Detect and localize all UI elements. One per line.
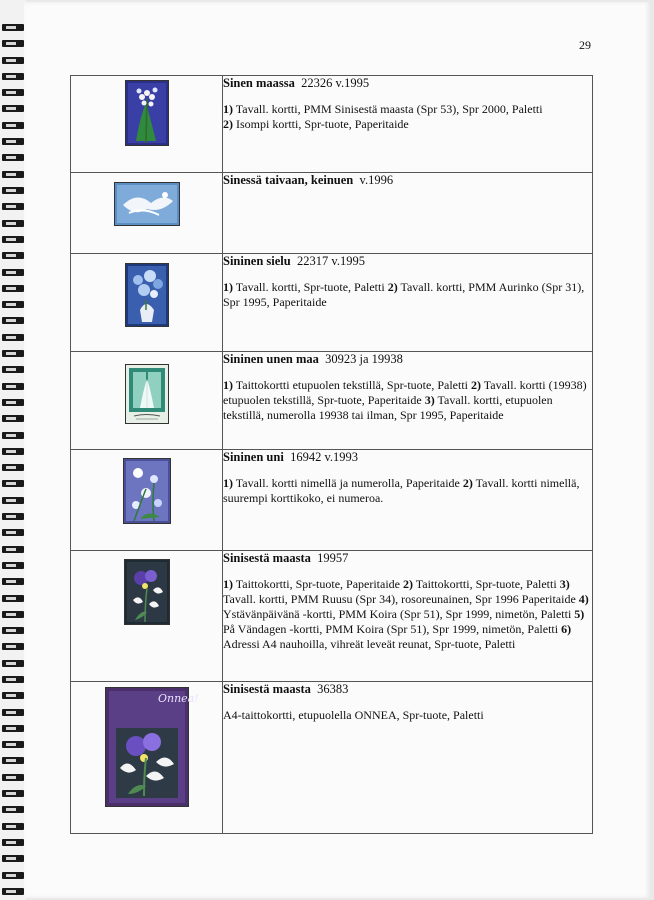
page-number: 29 <box>579 38 591 52</box>
binding-ring <box>2 285 24 292</box>
entry-meta: 22326 v.1995 <box>301 76 370 90</box>
entry-text-cell <box>223 76 593 173</box>
entry-meta: 19957 <box>317 551 349 565</box>
binding-ring <box>2 660 24 667</box>
binding-ring <box>2 757 24 764</box>
binding-ring <box>2 741 24 748</box>
binding-ring <box>2 497 24 504</box>
entry-description: A4-taittokortti, etupuolella ONNEA, Spr-tuote, Paletti <box>223 708 484 722</box>
entry-description: 1) Tavall. kortti nimellä ja numerolla, Paperitaide 2) Tavall. kortti nimellä, suurempi korttikoko, ei numeroa. <box>223 476 580 505</box>
binding-ring <box>2 89 24 96</box>
card-thumbnail-doves <box>114 182 180 226</box>
card-thumbnail-onnea <box>105 687 189 807</box>
card-image-cell <box>71 76 223 173</box>
binding-ring <box>2 24 24 31</box>
entry-title: Sininen unen maa <box>223 352 319 366</box>
binding-ring <box>2 790 24 797</box>
binding-ring <box>2 154 24 161</box>
card-thumbnail-window <box>125 364 169 424</box>
entry-text-cell <box>223 173 593 254</box>
table-row <box>71 76 593 173</box>
card-image-cell <box>71 551 223 682</box>
binding-ring <box>2 595 24 602</box>
binding-ring <box>2 187 24 194</box>
card-greeting-text: Onnea! <box>158 692 199 705</box>
entry-text-cell <box>223 450 593 551</box>
entry-description: 1) Tavall. kortti, Spr-tuote, Paletti 2) Tavall. kortti, PMM Aurinko (Spr 31), Spr 1995, Paperitaide <box>223 280 585 309</box>
entry-text-cell <box>223 352 593 450</box>
binding-ring <box>2 676 24 683</box>
spiral-binding <box>0 0 26 900</box>
binding-ring <box>2 350 24 357</box>
binding-ring <box>2 529 24 536</box>
card-thumbnail-violets <box>124 559 170 625</box>
binding-ring <box>2 725 24 732</box>
entry-meta: 30923 ja 19938 <box>325 352 403 366</box>
binding-ring <box>2 40 24 47</box>
binding-ring <box>2 513 24 520</box>
binding-ring <box>2 220 24 227</box>
entry-meta: 36383 <box>317 682 349 696</box>
entry-text-cell <box>223 682 593 834</box>
binding-ring <box>2 806 24 813</box>
card-thumbnail-flowers <box>123 458 171 524</box>
entry-description: 1) Taittokortti etupuolen tekstillä, Spr-tuote, Paletti 2) Tavall. kortti (19938) etupuolen tekstillä, Spr-tuote, Paperitaide 3) Tavall. kortti, etupuolen tekstillä, numerolla 19938 tai ilman, Spr 1995, Paperitaide <box>223 378 587 422</box>
binding-ring <box>2 317 24 324</box>
binding-ring <box>2 546 24 553</box>
binding-ring <box>2 432 24 439</box>
binding-ring <box>2 839 24 846</box>
binding-ring <box>2 872 24 879</box>
binding-ring <box>2 855 24 862</box>
binding-ring <box>2 203 24 210</box>
table-row <box>71 173 593 254</box>
binding-ring <box>2 611 24 618</box>
binding-ring <box>2 57 24 64</box>
binding-ring <box>2 480 24 487</box>
entry-title: Sininen sielu <box>223 254 291 268</box>
entry-meta: 16942 v.1993 <box>290 450 359 464</box>
binding-ring <box>2 252 24 259</box>
binding-ring <box>2 643 24 650</box>
binding-ring <box>2 301 24 308</box>
entry-meta: v.1996 <box>359 173 394 187</box>
table-row <box>71 682 593 834</box>
binding-ring <box>2 334 24 341</box>
entry-description: 1) Taittokortti, Spr-tuote, Paperitaide 2) Taittokortti, Spr-tuote, Paletti 3) Tavall. kortti, PMM Ruusu (Spr 34), rosoreunainen, Spr 1996 Paperitaide 4) Ystävänpäivänä -kortti, PMM Koira (Spr 51), Spr 1999, nimetön, Paletti 5) På Vändagen -kortti, PMM Koira (Spr 51), Spr 1999, nimetön, Paletti 6) Adressi A4 nauhoilla, vihreät leveät reunat, Spr-tuote, Paletti <box>223 577 589 651</box>
binding-ring <box>2 692 24 699</box>
binding-ring <box>2 171 24 178</box>
entry-text-cell <box>223 254 593 352</box>
entry-meta: 22317 v.1995 <box>297 254 365 268</box>
binding-ring <box>2 236 24 243</box>
binding-ring <box>2 415 24 422</box>
entry-description: 1) Tavall. kortti, PMM Sinisestä maasta (Spr 53), Spr 2000, Paletti 2) Isompi kortti, Spr-tuote, Paperitaide <box>223 102 543 131</box>
table-row <box>71 254 593 352</box>
binding-ring <box>2 269 24 276</box>
table-row <box>71 450 593 551</box>
binding-ring <box>2 366 24 373</box>
entry-title: Sinen maassa <box>223 76 295 90</box>
card-thumbnail-lily <box>125 80 169 146</box>
table-row <box>71 352 593 450</box>
card-image-cell <box>71 352 223 450</box>
binding-ring <box>2 448 24 455</box>
entry-title: Sinessä taivaan, keinuen <box>223 173 354 187</box>
binding-ring <box>2 562 24 569</box>
card-image-cell <box>71 450 223 551</box>
binding-ring <box>2 383 24 390</box>
entry-title: Sininen uni <box>223 450 284 464</box>
table-row <box>71 551 593 682</box>
binding-ring <box>2 464 24 471</box>
card-thumbnail-bouquet <box>125 263 169 327</box>
card-image-cell <box>71 682 223 834</box>
card-image-cell <box>71 254 223 352</box>
binding-ring <box>2 122 24 129</box>
binding-ring <box>2 627 24 634</box>
binding-ring <box>2 578 24 585</box>
binding-ring <box>2 888 24 895</box>
binding-ring <box>2 138 24 145</box>
entry-title: Sinisestä maasta <box>223 682 311 696</box>
binding-ring <box>2 105 24 112</box>
binding-ring <box>2 774 24 781</box>
entry-title: Sinisestä maasta <box>223 551 311 565</box>
binding-ring <box>2 73 24 80</box>
binding-ring <box>2 709 24 716</box>
catalog-table <box>70 75 593 834</box>
card-image-cell <box>71 173 223 254</box>
binding-ring <box>2 399 24 406</box>
entry-text-cell <box>223 551 593 682</box>
binding-ring <box>2 823 24 830</box>
